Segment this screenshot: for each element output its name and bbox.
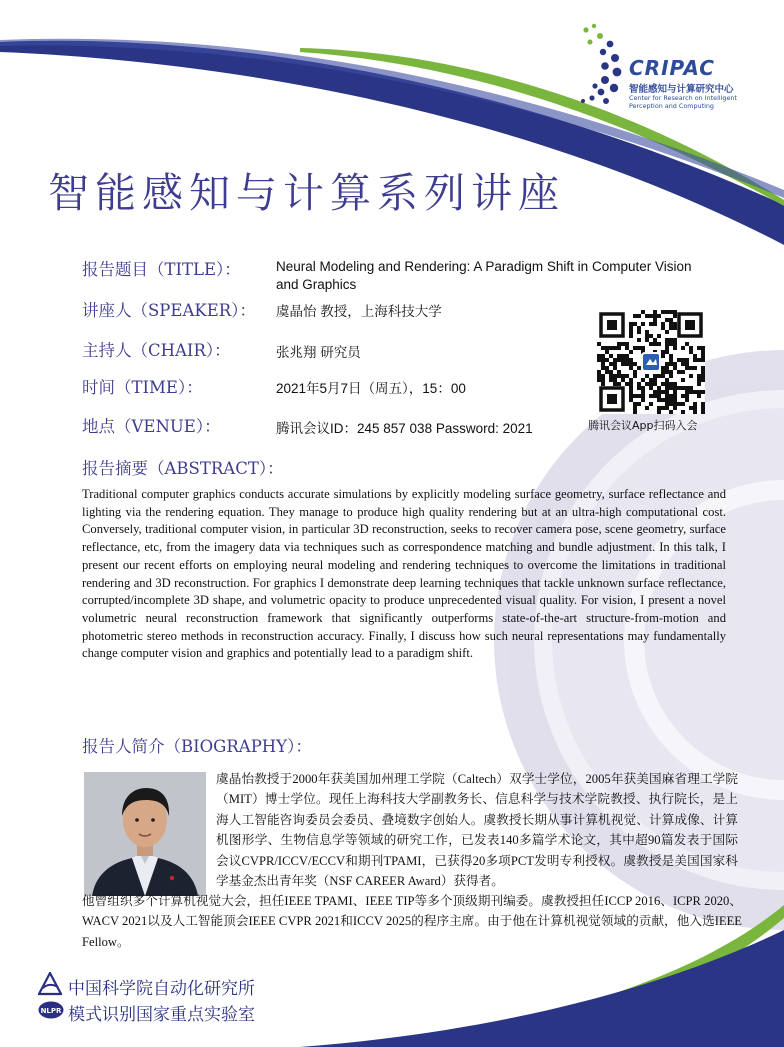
qr-module <box>625 342 629 346</box>
speaker-photo <box>84 772 206 896</box>
footer-institution-nlpr: 模式识别国家重点实验室 <box>68 1005 255 1025</box>
qr-module <box>673 342 677 346</box>
venue-label: 地点（VENUE）： <box>82 417 221 436</box>
qr-module <box>645 334 649 338</box>
qr-module <box>665 378 669 382</box>
qr-module <box>685 342 689 346</box>
qr-module <box>629 378 633 382</box>
qr-module <box>701 370 705 374</box>
qr-module <box>645 330 649 334</box>
qr-module <box>677 370 681 374</box>
qr-module <box>637 314 641 318</box>
qr-module <box>633 402 637 406</box>
qr-module <box>649 382 653 386</box>
qr-module <box>601 378 605 382</box>
qr-module <box>669 374 673 378</box>
qr-module <box>625 346 629 350</box>
qr-module <box>665 366 669 370</box>
qr-module <box>681 410 685 414</box>
qr-module <box>597 358 601 362</box>
qr-module <box>669 326 673 330</box>
logo-english-line1: Center for Research on Intelligent <box>629 94 737 102</box>
qr-module <box>693 402 697 406</box>
qr-module <box>685 366 689 370</box>
qr-module <box>657 410 661 414</box>
qr-module <box>701 350 705 354</box>
qr-module <box>597 378 601 382</box>
qr-module <box>673 346 677 350</box>
chair-name: 张兆翔 研究员 <box>276 345 361 360</box>
qr-module <box>637 386 641 390</box>
qr-module <box>661 406 665 410</box>
qr-module <box>689 374 693 378</box>
qr-module <box>597 374 601 378</box>
biography-label: 报告人简介（BIOGRAPHY）： <box>82 737 312 756</box>
qr-module <box>633 346 637 350</box>
qr-module <box>665 350 669 354</box>
qr-module <box>653 318 657 322</box>
qr-module <box>601 374 605 378</box>
qr-module <box>617 374 621 378</box>
qr-module <box>681 370 685 374</box>
qr-module <box>685 398 689 402</box>
qr-module <box>657 386 661 390</box>
qr-module <box>681 378 685 382</box>
qr-module <box>701 366 705 370</box>
qr-module <box>669 322 673 326</box>
qr-module <box>685 390 689 394</box>
qr-module <box>661 370 665 374</box>
qr-module <box>701 410 705 414</box>
cripac-logo <box>629 56 737 110</box>
qr-module <box>673 390 677 394</box>
qr-module <box>629 394 633 398</box>
qr-module <box>681 362 685 366</box>
qr-module <box>653 310 657 314</box>
qr-module <box>701 402 705 406</box>
qr-module <box>629 386 633 390</box>
qr-module <box>605 346 609 350</box>
qr-module <box>661 326 665 330</box>
qr-module <box>609 374 613 378</box>
qr-module <box>689 346 693 350</box>
qr-module <box>681 386 685 390</box>
qr-module <box>693 358 697 362</box>
qr-module <box>653 338 657 342</box>
qr-module <box>665 318 669 322</box>
qr-module <box>649 342 653 346</box>
qr-module <box>669 410 673 414</box>
qr-module <box>657 398 661 402</box>
qr-module <box>701 378 705 382</box>
qr-module <box>625 362 629 366</box>
qr-module <box>665 394 669 398</box>
qr-module <box>657 394 661 398</box>
qr-module <box>669 310 673 314</box>
qr-module <box>641 394 645 398</box>
qr-module <box>633 410 637 414</box>
qr-module <box>661 382 665 386</box>
qr-module <box>645 382 649 386</box>
qr-module <box>613 378 617 382</box>
qr-module <box>685 362 689 366</box>
qr-module <box>681 346 685 350</box>
qr-module <box>653 378 657 382</box>
qr-module <box>701 390 705 394</box>
logo-brand: CRIPAC <box>629 56 715 80</box>
qr-module <box>609 378 613 382</box>
qr-module <box>613 346 617 350</box>
qr-module <box>689 406 693 410</box>
qr-module <box>681 394 685 398</box>
qr-module <box>677 402 681 406</box>
qr-module <box>649 378 653 382</box>
qr-module <box>629 330 633 334</box>
qr-module <box>641 390 645 394</box>
nlpr-badge-text: NLPR <box>40 1007 62 1015</box>
qr-module <box>653 382 657 386</box>
qr-module <box>669 370 673 374</box>
qr-module <box>609 362 613 366</box>
logo-english-line2: Perception and Computing <box>629 101 714 110</box>
qr-module <box>665 382 669 386</box>
qr-module <box>613 358 617 362</box>
qr-module <box>629 358 633 362</box>
qr-module <box>613 362 617 366</box>
qr-module <box>629 398 633 402</box>
qr-module <box>673 322 677 326</box>
qr-caption: 腾讯会议App扫码入会 <box>588 419 698 432</box>
qr-module <box>673 402 677 406</box>
qr-module <box>665 310 669 314</box>
qr-module <box>601 382 605 386</box>
qr-module <box>629 390 633 394</box>
qr-module <box>665 402 669 406</box>
qr-module <box>609 370 613 374</box>
qr-module <box>601 358 605 362</box>
qr-module <box>681 402 685 406</box>
qr-module <box>621 342 625 346</box>
qr-module <box>693 390 697 394</box>
talk-time: 2021年5月7日（周五），15：00 <box>276 381 466 396</box>
qr-module <box>605 350 609 354</box>
qr-module <box>617 382 621 386</box>
qr-module <box>661 310 665 314</box>
qr-module <box>609 354 613 358</box>
qr-module <box>625 358 629 362</box>
qr-module <box>633 314 637 318</box>
qr-module <box>649 334 653 338</box>
qr-module <box>605 358 609 362</box>
qr-module <box>641 322 645 326</box>
qr-module <box>653 342 657 346</box>
qr-module <box>621 354 625 358</box>
qr-module <box>701 354 705 358</box>
qr-module <box>669 362 673 366</box>
qr-module <box>645 406 649 410</box>
qr-module <box>597 370 601 374</box>
qr-module <box>673 338 677 342</box>
qr-module <box>681 358 685 362</box>
qr-module <box>641 378 645 382</box>
qr-module <box>629 382 633 386</box>
qr-module <box>629 334 633 338</box>
qr-module <box>649 402 653 406</box>
qr-module <box>613 382 617 386</box>
qr-module <box>669 338 673 342</box>
qr-module <box>677 358 681 362</box>
qr-module <box>689 350 693 354</box>
qr-module <box>685 386 689 390</box>
qr-module <box>657 334 661 338</box>
qr-module <box>673 382 677 386</box>
qr-module <box>657 406 661 410</box>
qr-module <box>633 374 637 378</box>
qr-module <box>629 350 633 354</box>
qr-module <box>677 386 681 390</box>
qr-module <box>637 394 641 398</box>
qr-module <box>653 374 657 378</box>
qr-module <box>613 366 617 370</box>
qr-module <box>669 394 673 398</box>
qr-module <box>645 314 649 318</box>
qr-module <box>665 390 669 394</box>
qr-module <box>693 366 697 370</box>
qr-module <box>673 398 677 402</box>
qr-module <box>649 386 653 390</box>
qr-module <box>597 342 601 346</box>
qr-module <box>645 374 649 378</box>
qr-module <box>637 330 641 334</box>
footer-institution-casia: 中国科学院自动化研究所 <box>68 979 255 999</box>
qr-module <box>613 374 617 378</box>
qr-module <box>701 346 705 350</box>
qr-module <box>621 362 625 366</box>
qr-module <box>697 382 701 386</box>
qr-module <box>673 326 677 330</box>
qr-module <box>653 390 657 394</box>
qr-module <box>649 322 653 326</box>
qr-module <box>629 362 633 366</box>
qr-module <box>601 366 605 370</box>
qr-module <box>665 342 669 346</box>
qr-module <box>689 386 693 390</box>
qr-module <box>605 366 609 370</box>
qr-module <box>653 322 657 326</box>
series-title: 智能感知与计算系列讲座 <box>48 169 565 217</box>
qr-module <box>629 322 633 326</box>
qr-module <box>665 370 669 374</box>
qr-module <box>641 346 645 350</box>
qr-module <box>665 398 669 402</box>
qr-module <box>693 410 697 414</box>
qr-module <box>693 406 697 410</box>
qr-module <box>601 346 605 350</box>
qr-module <box>673 314 677 318</box>
speaker-name: 虞晶怡 教授，上海科技大学 <box>276 304 442 319</box>
qr-module <box>637 326 641 330</box>
talk-title: Neural Modeling and Rendering: A Paradigm Shift in Computer Vision and Graphics <box>276 259 692 292</box>
qr-module <box>645 338 649 342</box>
qr-module <box>673 366 677 370</box>
qr-module <box>669 398 673 402</box>
talk-venue: 腾讯会议ID：245 857 038 Password: 2021 <box>276 421 533 436</box>
qr-module <box>641 386 645 390</box>
qr-module <box>661 374 665 378</box>
qr-module <box>673 394 677 398</box>
qr-module <box>629 366 633 370</box>
biography-text-part2: 他曾组织多个计算机视觉大会，担任IEEE TPAMI、IEEE TIP等多个顶级期刊编委。虞教授担任ICCP 2016、ICPR 2020、WACV 2021以及人工智能顶会IEEE CVPR 2021和ICCV 2025的程序主席。由于他在计算机视觉领域的贡献，他入选IEEE Fellow。 <box>82 894 742 949</box>
abstract-text: Traditional computer graphics conducts accurate simulations by explicitly modeling surface geometry, surface reflectance and lighting via the rendering equation. They manage to produce high quality rendering but at an ultra-high computational cost. Conversely, traditional computer vision, in particular 3D reconstruction, seeks to recover camera pose, scene geometry, surface reflectance, etc, from the imagery data via techniques such as correspondence matching and bundle adjustment. In this talk, I present our recent efforts on employing neural modeling and rendering techniques to overcome the limitations in traditional rendering and 3D reconstruction. For graphics I demonstrate deep learning techniques that tackle unknown surface reflectance, corrupted/incomplete 3D shape, and volumetric opacity to produce unprecedented visual quality. For vision, I present a novel volumetric neural reconstruction framework that significantly outperforms state-of-the-art structure-from-motion and photometric stereo methods in reconstruction accuracy. Finally, I discuss how such neural representations may fundamentally change computer vision and graphics and potentially lead to a paradigm shift. <box>82 487 726 661</box>
qr-module <box>661 354 665 358</box>
qr-module <box>633 322 637 326</box>
qr-module <box>673 386 677 390</box>
qr-module <box>633 362 637 366</box>
qr-module <box>617 342 621 346</box>
qr-module <box>629 326 633 330</box>
qr-module <box>697 358 701 362</box>
qr-module <box>637 382 641 386</box>
qr-module <box>685 358 689 362</box>
qr-module <box>661 322 665 326</box>
chair-label: 主持人（CHAIR）： <box>82 341 231 360</box>
qr-module <box>661 390 665 394</box>
qr-module <box>665 406 669 410</box>
qr-module <box>637 402 641 406</box>
logo-chinese-name: 智能感知与计算研究中心 <box>629 84 734 95</box>
tencent-meeting-qr-code[interactable] <box>597 310 705 414</box>
casia-logo-icon <box>38 972 62 996</box>
qr-module <box>625 374 629 378</box>
qr-module <box>649 314 653 318</box>
qr-module <box>597 354 601 358</box>
qr-module <box>621 378 625 382</box>
qr-module <box>657 374 661 378</box>
qr-module <box>665 346 669 350</box>
qr-module <box>617 358 621 362</box>
time-label: 时间（TIME）： <box>82 378 203 397</box>
qr-module <box>641 398 645 402</box>
title-label: 报告题目（TITLE）： <box>82 260 241 279</box>
abstract-label: 报告摘要（ABSTRACT）： <box>82 459 284 478</box>
qr-module <box>665 330 669 334</box>
qr-module <box>649 394 653 398</box>
qr-module <box>661 398 665 402</box>
qr-module <box>689 366 693 370</box>
qr-module <box>673 362 677 366</box>
qr-module <box>673 406 677 410</box>
qr-module <box>605 370 609 374</box>
qr-module <box>633 394 637 398</box>
qr-module <box>665 338 669 342</box>
qr-module <box>657 314 661 318</box>
qr-module <box>637 338 641 342</box>
qr-module <box>697 346 701 350</box>
qr-module <box>625 382 629 386</box>
qr-module <box>633 370 637 374</box>
qr-module <box>617 354 621 358</box>
qr-module <box>669 386 673 390</box>
cripac-dot-logo <box>581 24 621 104</box>
qr-module <box>701 358 705 362</box>
qr-module <box>609 346 613 350</box>
qr-module <box>641 310 645 314</box>
qr-module <box>669 318 673 322</box>
qr-module <box>697 378 701 382</box>
qr-module <box>697 394 701 398</box>
qr-module <box>657 390 661 394</box>
qr-module <box>621 358 625 362</box>
qr-module <box>669 354 673 358</box>
qr-module <box>669 342 673 346</box>
qr-module <box>661 366 665 370</box>
qr-module <box>665 362 669 366</box>
qr-module <box>633 406 637 410</box>
qr-module <box>665 386 669 390</box>
biography-text-part1: 虞晶怡教授于2000年获美国加州理工学院（Caltech）双学士学位，2005年获美国麻省理工学院（MIT）博士学位。现任上海科技大学副教务长、信息科学与技术学院教授、执行院长，是上海人工智能咨询委员会委员、叠境数字创始人。虞教授长期从事计算机视觉、计算成像、计算机图形学、生物信息学等领域的研究工作，已发表140多篇学术论文，其中超90篇发表于国际会议CVPR/ICCV/ECCV和期刊TPAMI，已获得20多项PCT发明专利授权。虞教授是美国国家科学基金杰出青年奖（NSF CAREER Award）获得者。 <box>216 772 738 889</box>
qr-module <box>637 346 641 350</box>
qr-module <box>661 350 665 354</box>
qr-module <box>617 370 621 374</box>
qr-module <box>693 354 697 358</box>
qr-module <box>697 374 701 378</box>
qr-module <box>689 390 693 394</box>
qr-module <box>621 374 625 378</box>
qr-module <box>653 314 657 318</box>
qr-module <box>669 382 673 386</box>
qr-module <box>617 346 621 350</box>
qr-module <box>625 354 629 358</box>
qr-module <box>653 394 657 398</box>
qr-module <box>601 362 605 366</box>
qr-module <box>657 342 661 346</box>
qr-module <box>697 390 701 394</box>
qr-module <box>637 366 641 370</box>
nlpr-logo-icon <box>38 1001 64 1019</box>
qr-module <box>701 406 705 410</box>
qr-module <box>669 358 673 362</box>
qr-module <box>601 354 605 358</box>
speaker-label: 讲座人（SPEAKER）： <box>82 301 256 320</box>
qr-module <box>701 374 705 378</box>
qr-module <box>669 402 673 406</box>
qr-module <box>673 310 677 314</box>
qr-module <box>685 394 689 398</box>
